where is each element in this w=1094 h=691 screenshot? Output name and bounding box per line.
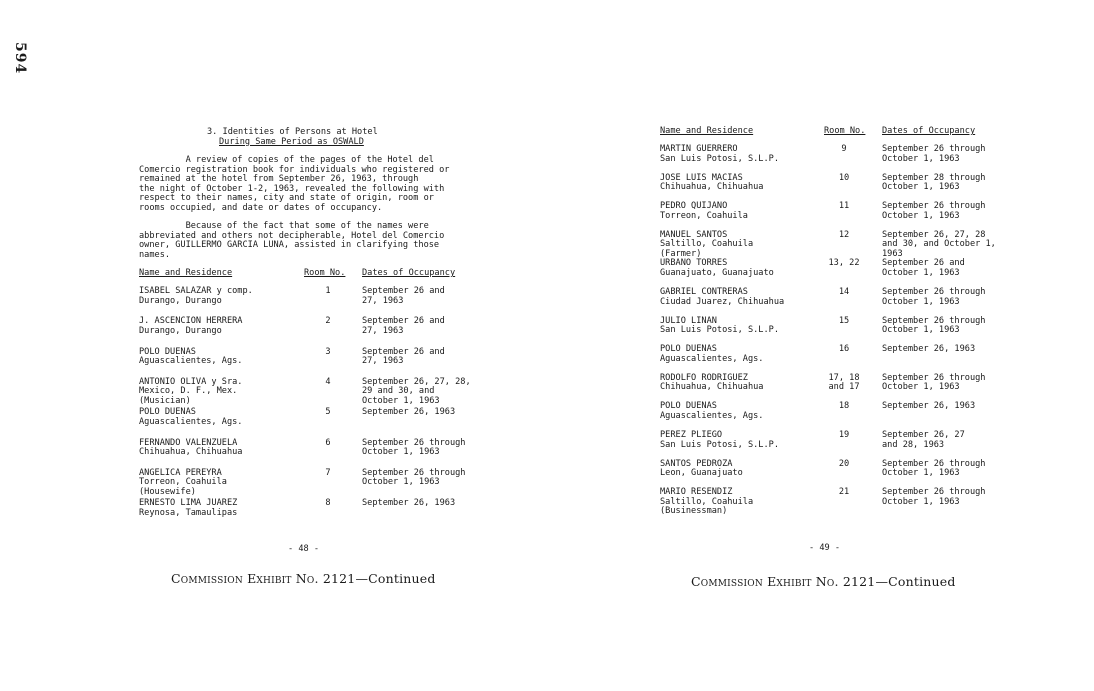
guest-name-residence: URBANO TORRES Guanajuato, Guanajuato xyxy=(660,258,774,278)
room-number: 8 xyxy=(325,498,331,509)
caption-number: 2121—Continued xyxy=(838,574,956,589)
heading-line-1: 3. Identities of Persons at Hotel xyxy=(207,127,378,137)
room-number: 17, 18 and 17 xyxy=(828,372,860,393)
room-number: 21 xyxy=(838,487,850,498)
occupancy-dates: September 26 through October 1, 1963 xyxy=(882,315,986,336)
occupancy-dates: September 26 and October 1, 1963 xyxy=(882,258,965,278)
room-number: 14 xyxy=(838,287,850,297)
header-name: Name and Residence xyxy=(139,268,233,278)
room-number: 10 xyxy=(838,172,850,183)
header-name: Name and Residence xyxy=(660,126,754,136)
guest-name-residence: ANGELICA PEREYRA Torreon, Coahuila (Housewife) xyxy=(139,467,227,497)
room-number: 7 xyxy=(325,467,331,478)
guest-name-residence: PEDRO QUIJANO Torreon, Coahuila xyxy=(660,201,748,221)
occupancy-table-right xyxy=(660,127,1020,537)
guest-name-residence: POLO DUENAS Aguascalientes, Ags. xyxy=(139,346,243,367)
heading-line-2: During Same Period as OSWALD xyxy=(219,136,364,147)
exhibit-caption-left xyxy=(171,571,436,586)
paragraph-abbreviated: Because of the fact that some of the names were abbreviated and others not decipherable, Hotel del Comercio owner, GUILLERMO GARCIA LUNA, assisted in clarifying those names. xyxy=(139,221,445,260)
header-dates: Dates of Occupancy xyxy=(882,126,976,136)
occupancy-dates: September 26, 27, 28 and 30, and October 1, 1963 xyxy=(882,229,996,259)
room-number: 6 xyxy=(325,437,331,448)
occupancy-dates: September 26, 27, 28, 29 and 30, and October 1, 1963 xyxy=(362,376,471,407)
guest-name-residence: JULIO LINAN San Luis Potosi, S.L.P. xyxy=(660,315,779,336)
occupancy-dates: September 26 and 27, 1963 xyxy=(362,316,445,336)
occupancy-dates: September 26, 1963 xyxy=(362,407,456,418)
room-number: 12 xyxy=(838,229,850,240)
occupancy-dates: September 28 through October 1, 1963 xyxy=(882,172,986,193)
guest-name-residence: SANTOS PEDROZA Leon, Guanajuato xyxy=(660,458,743,479)
guest-name-residence: MANUEL SANTOS Saltillo, Coahuila (Farmer) xyxy=(660,229,754,259)
guest-name-residence: POLO DUENAS Aguascalientes, Ags. xyxy=(139,407,243,427)
room-number: 19 xyxy=(838,430,850,440)
header-room: Room No. xyxy=(824,126,866,136)
folio-left: - 48 - xyxy=(288,544,320,554)
room-number: 9 xyxy=(841,144,847,154)
room-number: 3 xyxy=(325,346,331,357)
caption-number: 2121—Continued xyxy=(318,571,436,586)
occupancy-dates: September 26 through October 1, 1963 xyxy=(882,372,986,393)
guest-name-residence: FERNANDO VALENZUELA Chihuahua, Chihuahua xyxy=(139,437,243,458)
guest-name-residence: ISABEL SALAZAR y comp. Durango, Durango xyxy=(139,286,253,306)
occupancy-table-left xyxy=(139,269,479,529)
room-number: 18 xyxy=(838,401,850,412)
occupancy-dates: September 26, 1963 xyxy=(362,498,456,509)
guest-name-residence: MARTIN GUERRERO San Luis Potosi, S.L.P. xyxy=(660,144,779,164)
guest-name-residence: POLO DUENAS Aguascalientes, Ags. xyxy=(660,344,764,364)
room-number: 4 xyxy=(325,376,331,387)
header-dates: Dates of Occupancy xyxy=(362,268,456,278)
room-number: 16 xyxy=(838,344,850,355)
room-number: 20 xyxy=(838,458,850,469)
folio-right: - 49 - xyxy=(809,543,841,553)
guest-name-residence: J. ASCENCION HERRERA Durango, Durango xyxy=(139,316,243,336)
room-number: 5 xyxy=(325,407,331,418)
occupancy-dates: September 26 through October 1, 1963 xyxy=(882,201,986,221)
exhibit-caption-right xyxy=(691,574,956,589)
occupancy-dates: September 26 through October 1, 1963 xyxy=(882,144,986,164)
room-number: 1 xyxy=(325,286,331,296)
page-number: 594 xyxy=(12,42,28,75)
room-number: 11 xyxy=(838,201,850,212)
occupancy-dates: September 26 and 27, 1963 xyxy=(362,286,445,306)
caption-label: Commission Exhibit No. xyxy=(691,574,839,589)
occupancy-dates: September 26, 27 and 28, 1963 xyxy=(882,430,965,450)
occupancy-dates: September 26 through October 1, 1963 xyxy=(882,458,986,479)
guest-name-residence: ERNESTO LIMA JUAREZ Reynosa, Tamaulipas xyxy=(139,498,238,518)
guest-name-residence: POLO DUENAS Aguascalientes, Ags. xyxy=(660,401,764,421)
occupancy-dates: September 26 through October 1, 1963 xyxy=(362,467,466,488)
room-number: 15 xyxy=(838,315,850,326)
occupancy-dates: September 26, 1963 xyxy=(882,401,976,412)
occupancy-dates: September 26 through October 1, 1963 xyxy=(882,287,986,307)
room-number: 2 xyxy=(325,316,331,327)
guest-name-residence: PEREZ PLIEGO San Luis Potosi, S.L.P. xyxy=(660,430,779,450)
paragraph-review: A review of copies of the pages of the Hotel del Comercio registration book for individuals who registered or remained at the hotel from September 26, 1963, through the night of October 1-2, 1963, revealed the following with respect to their names, city and state of origin, room or rooms occupied, and date or dates of occupancy. xyxy=(139,155,450,213)
room-number: 13, 22 xyxy=(828,258,860,269)
occupancy-dates: September 26, 1963 xyxy=(882,344,976,355)
guest-name-residence: MARIO RESENDIZ Saltillo, Coahuila (Businessman) xyxy=(660,487,754,517)
section-heading xyxy=(207,128,378,147)
guest-name-residence: GABRIEL CONTRERAS Ciudad Juarez, Chihuahua xyxy=(660,287,785,307)
occupancy-dates: September 26 through October 1, 1963 xyxy=(362,437,466,458)
guest-name-residence: JOSE LUIS MACIAS Chihuahua, Chihuahua xyxy=(660,172,764,193)
occupancy-dates: September 26 through October 1, 1963 xyxy=(882,487,986,507)
guest-name-residence: ANTONIO OLIVA y Sra. Mexico, D. F., Mex. (Musician) xyxy=(139,376,243,407)
occupancy-dates: September 26 and 27, 1963 xyxy=(362,346,445,367)
caption-label: Commission Exhibit No. xyxy=(171,571,319,586)
guest-name-residence: RODOLFO RODRIGUEZ Chihuahua, Chihuahua xyxy=(660,372,764,393)
header-room: Room No. xyxy=(304,268,346,278)
